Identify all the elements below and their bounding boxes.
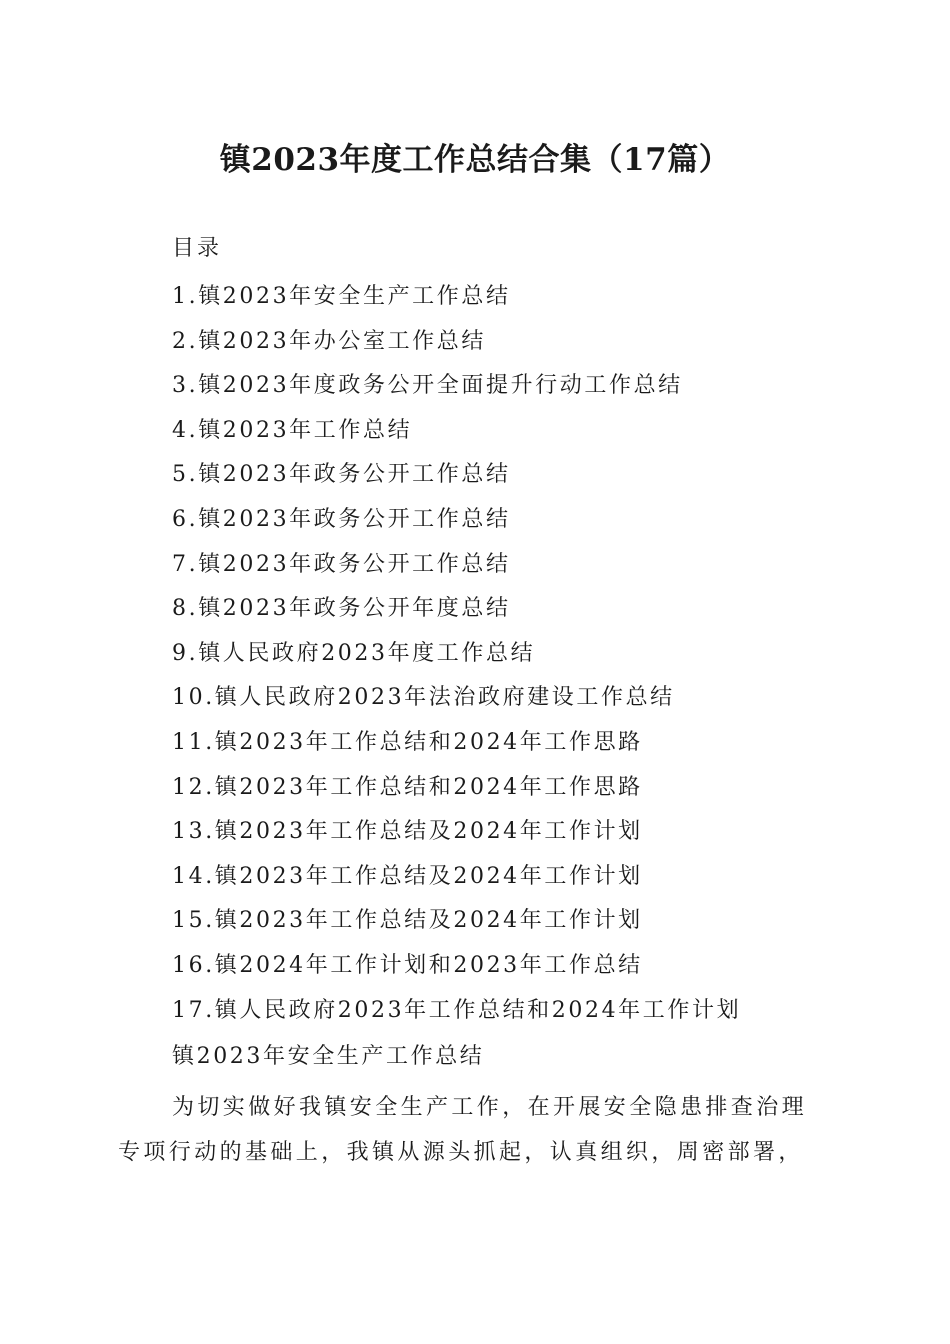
toc-item: 1.镇2023年安全生产工作总结 (172, 284, 511, 309)
toc-item: 7.镇2023年政务公开工作总结 (172, 551, 511, 577)
section-heading: 镇2023年安全生产工作总结 (172, 1044, 485, 1069)
toc-item: 6.镇2023年政务公开工作总结 (172, 506, 511, 532)
toc-label: 目录 (172, 236, 223, 261)
toc-item: 5.镇2023年政务公开工作总结 (172, 462, 511, 488)
toc-item: 2.镇2023年办公室工作总结 (172, 328, 486, 354)
body-paragraph: 为切实做好我镇安全生产工作，在开展安全隐患排查治理专项行动的基础上，我镇从源头抓起，认真组织，周密部署， (118, 1095, 808, 1165)
toc-item: 16.镇2024年工作计划和2023年工作总结 (172, 952, 643, 978)
toc-item: 3.镇2023年度政务公开全面提升行动工作总结 (172, 373, 683, 399)
toc-item: 8.镇2023年政务公开年度总结 (172, 596, 511, 622)
toc-item: 13.镇2023年工作总结及2024年工作计划 (172, 819, 643, 845)
toc-item: 4.镇2023年工作总结 (172, 417, 413, 443)
toc-item: 14.镇2023年工作总结及2024年工作计划 (172, 863, 643, 889)
toc-item: 11.镇2023年工作总结和2024年工作思路 (172, 729, 643, 755)
toc-item: 9.镇人民政府2023年度工作总结 (172, 640, 536, 666)
toc-item: 17.镇人民政府2023年工作总结和2024年工作计划 (172, 997, 742, 1023)
toc-item: 12.镇2023年工作总结和2024年工作思路 (172, 774, 643, 800)
toc-item: 15.镇2023年工作总结及2024年工作计划 (172, 908, 643, 934)
document-title: 镇2023年度工作总结合集（17篇） (219, 142, 731, 178)
table-of-contents (172, 282, 741, 1040)
toc-item: 10.镇人民政府2023年法治政府建设工作总结 (172, 685, 675, 711)
